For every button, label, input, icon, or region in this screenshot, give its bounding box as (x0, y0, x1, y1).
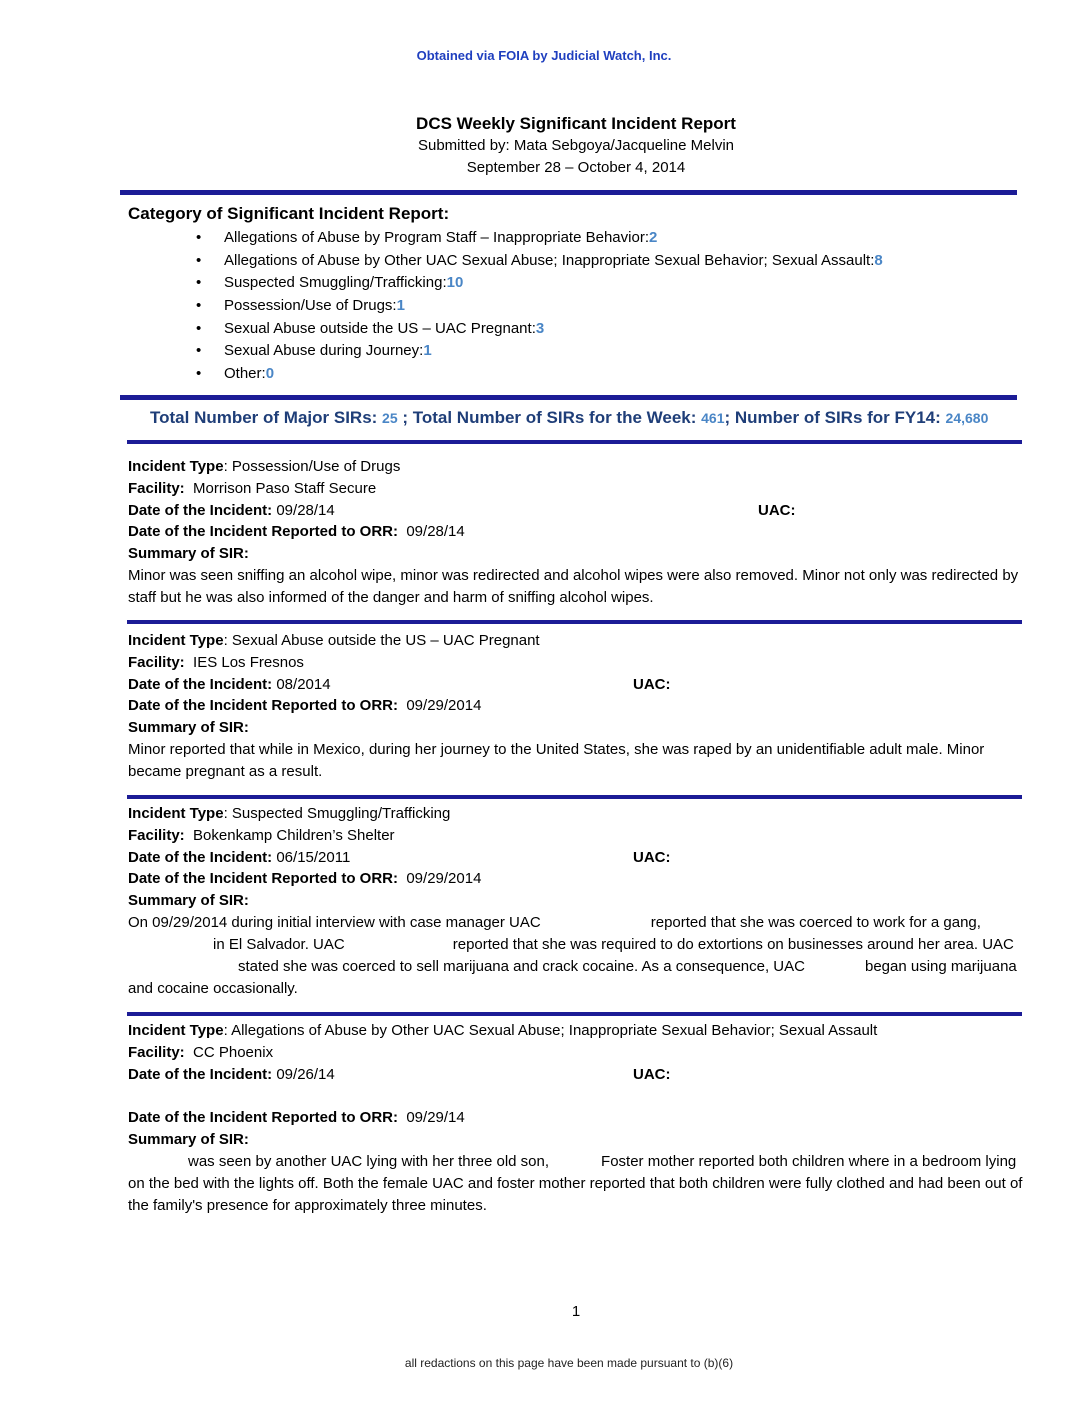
divider (127, 440, 1022, 444)
divider (127, 795, 1022, 799)
list-item: • Possession/Use of Drugs: 1 (196, 295, 883, 318)
divider (120, 190, 1017, 195)
list-item: • Sexual Abuse outside the US – UAC Pregnant: 3 (196, 318, 883, 341)
category-heading: Category of Significant Incident Report: (128, 204, 450, 223)
list-item: • Other: 0 (196, 363, 883, 386)
submitted-by: Submitted by: Mata Sebgoya/Jacqueline Melvin (417, 137, 734, 154)
bullet-icon: • (196, 229, 202, 246)
bullet-icon: • (196, 319, 202, 337)
bullet-icon: • (196, 297, 202, 315)
report-title: DCS Weekly Significant Incident Report (416, 114, 736, 133)
incident-summary: Minor reported that while in Mexico, during her journey to the United States, she was raped by an unidentifiable adult male. Minor became pregnant as a result. (128, 740, 985, 780)
major-sirs-count: 25 (382, 410, 398, 426)
incident-summary: Minor was seen sniffing an alcohol wipe, minor was redirected and alcohol wipes were also removed. Minor not only was redirected by staff but he was also informed of the danger and harm of sniffing alcohol wipes. (128, 566, 1019, 606)
list-item: • Sexual Abuse during Journey: 1 (196, 340, 883, 363)
incident-entry: Incident Type: Suspected Smuggling/Trafficking Facility: Bokenkamp Children’s Shelter Date of the Incident: 06/15/2011 UAC: Date of the Incident Reported to ORR: 09/29/2014 Summary of SIR: On 09/29/2014 during initial interview with case manager UAC reported that she was coerced to work for a gang,in El Salvador. UAC reported that she was required to do extortions on businesses around her area. UACstated she was coerced to sell marijuana and crack cocaine. As a consequence, UAC began using marijuana and cocaine occasionally. (128, 803, 1028, 1000)
category-list (196, 227, 883, 386)
incident-summary: was seen by another UAC lying with her three old son, Foster mother reported both children where in a bedroom lying on the bed with the lights off. Both the female UAC and foster mother reported that both children were fully clothed and had been out of the family's presence for approximately three minutes. (128, 1152, 1023, 1214)
redaction-footer: all redactions on this page have been made pursuant to (b)(6) (404, 1356, 734, 1370)
list-item: • Suspected Smuggling/Trafficking: 10 (196, 272, 883, 295)
incident-entry: Incident Type: Sexual Abuse outside the US – UAC Pregnant Facility: IES Los Fresnos Date of the Incident: 08/2014 UAC: Date of the Incident Reported to ORR: 09/29/2014 Summary of SIR: Minor reported that while in Mexico, during her journey to the United States, she was raped by an unidentifiable adult male. Minor became pregnant as a result. (128, 630, 1028, 783)
divider (120, 395, 1017, 400)
fy-sirs-count: 24,680 (945, 410, 989, 426)
list-item: • Allegations of Abuse by Program Staff – Inappropriate Behavior: 2 (196, 227, 883, 250)
report-header (0, 113, 1088, 179)
incident-entry: Incident Type: Allegations of Abuse by Other UAC Sexual Abuse; Inappropriate Sexual Behavior; Sexual Assault Facility: CC Phoenix Date of the Incident: 09/26/14 UAC: Date of the Incident Reported to ORR: 09/29/14 Summary of SIR: was seen by another UAC lying with her three old son, Foster mother reported both children where in a bedroom lying on the bed with the lights off. Both the female UAC and foster mother reported that both children were fully clothed and had been out of the family's presence for approximately three minutes. (128, 1020, 1028, 1217)
incident-entry: Incident Type: Possession/Use of Drugs Facility: Morrison Paso Staff Secure Date of the Incident: 09/28/14 UAC: Date of the Incident Reported to ORR: 09/28/14 Summary of SIR: Minor was seen sniffing an alcohol wipe, minor was redirected and alcohol wipes were also removed. Minor not only was redirected by staff but he was also informed of the danger and harm of sniffing alcohol wipes. (128, 456, 1028, 609)
bullet-icon: • (196, 365, 202, 383)
bullet-icon: • (196, 274, 202, 292)
page-number: 1 (571, 1303, 581, 1320)
list-item: • Allegations of Abuse by Other UAC Sexual Abuse; Inappropriate Sexual Behavior; Sexual Assault: 8 (196, 250, 883, 273)
foia-notice: Obtained via FOIA by Judicial Watch, Inc. (416, 48, 672, 63)
bullet-icon: • (196, 342, 202, 360)
date-range: September 28 – October 4, 2014 (466, 159, 686, 176)
totals-line: Total Number of Major SIRs: 25 ; Total Number of SIRs for the Week: 461; Number of SIRs for FY14: 24,680 (150, 408, 989, 427)
week-sirs-count: 461 (701, 410, 725, 426)
incident-summary: On 09/29/2014 during initial interview with case manager UAC reported that she was coerced to work for a gang,in El Salvador. UAC reported that she was required to do extortions on businesses around her area. UACstated she was coerced to sell marijuana and crack cocaine. As a consequence, UAC began using marijuana and cocaine occasionally. (128, 913, 1017, 997)
divider (127, 1012, 1022, 1016)
divider (127, 620, 1022, 624)
bullet-icon: • (196, 251, 202, 269)
